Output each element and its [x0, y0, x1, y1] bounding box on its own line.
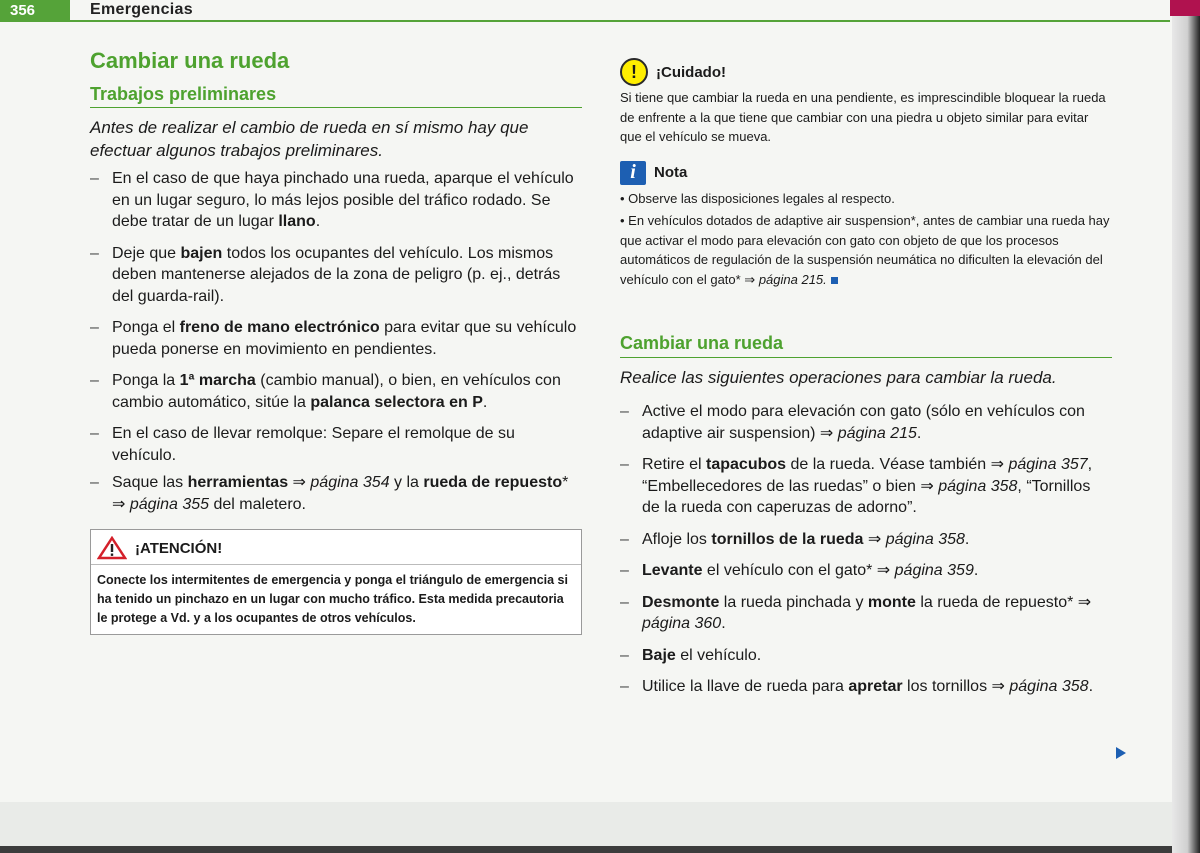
footer-band: [0, 802, 1172, 846]
step-item: – En el caso de que haya pinchado una rueda, aparque el vehículo en un lugar seguro, lo más lejos posible del tráfico rodado. Se debe tratar de un lugar llano.: [90, 168, 582, 233]
page-reference-link[interactable]: página 215: [837, 424, 917, 442]
step-item: – Ponga la 1ª marcha (cambio manual), o bien, en vehículos con cambio automático, sitúe la palanca selectora en P.: [90, 370, 582, 413]
caution-header: [620, 58, 1112, 86]
step-item: – Baje el vehículo.: [620, 645, 1112, 667]
page-edge-shadow: [1172, 0, 1200, 853]
step-item: – Retire el tapacubos de la rueda. Véase también ⇒ página 357, “Embellecedores de las ruedas” o bien ⇒ página 358, “Tornillos de la rueda con caperuzas de adorno”.: [620, 454, 1112, 519]
next-page-arrow-icon[interactable]: [1116, 747, 1126, 759]
note-header: [620, 161, 1112, 185]
page-reference-link[interactable]: página 358: [938, 477, 1018, 495]
page-reference-link[interactable]: página 354: [310, 474, 390, 491]
note-bullet: • Observe las disposiciones legales al respecto.: [620, 190, 895, 206]
step-item: – Afloje los tornillos de la rueda ⇒ página 358.: [620, 529, 1112, 551]
caution-exclamation-icon: !: [620, 58, 648, 86]
warning-triangle-icon: [97, 536, 127, 560]
step-item: – Deje que bajen todos los ocupantes del vehículo. Los mismos deben mantenerse alejados de la zona de peligro (p. ej., detrás del guarda-rail).: [90, 243, 582, 308]
step-item: – Saque las herramientas ⇒ página 354 y la rueda de repuesto* ⇒ página 355 del maletero.: [90, 472, 582, 515]
page-title: Cambiar una rueda: [90, 48, 290, 73]
right-column: [620, 58, 1112, 708]
warning-text: Conecte los intermitentes de emergencia y ponga el triángulo de emergencia si ha tenido un pinchazo en un lugar con mucho tráfico. Esta medida precautoria le protege a Vd. y a los ocupantes de otros vehículos.: [91, 564, 581, 634]
corner-tab: [1170, 0, 1200, 16]
step-item: – Levante el vehículo con el gato* ⇒ página 359.: [620, 560, 1112, 582]
note-bullet: • En vehículos dotados de adaptive air suspension*, antes de cambiar una rueda hay que activar el modo para elevación con gato con objeto de que los procesos automáticos de regulación de la suspensión neumática no dificulten la elevación del vehículo con el gato* ⇒ página 215.: [620, 213, 1110, 287]
intro-text: Realice las siguientes operaciones para cambiar la rueda.: [620, 368, 1057, 387]
page-reference-link[interactable]: página 359: [894, 562, 974, 579]
warning-title: ¡ATENCIÓN!: [135, 539, 223, 557]
page-reference-link[interactable]: página 357: [1008, 456, 1088, 473]
step-item: – Desmonte la rueda pinchada y monte la rueda de repuesto* ⇒ página 360.: [620, 592, 1112, 635]
subsection-title: Cambiar una rueda: [620, 333, 1112, 358]
info-note-icon: i: [620, 161, 646, 185]
step-item: – Ponga el freno de mano electrónico para evitar que su vehículo pueda ponerse en movimiento en pendientes.: [90, 317, 582, 360]
left-column: [90, 48, 582, 635]
subsection-title: Trabajos preliminares: [90, 84, 582, 108]
page-reference-link[interactable]: página 360: [642, 615, 722, 632]
page-reference-link[interactable]: página 358: [885, 530, 965, 548]
caution-text: Si tiene que cambiar la rueda en una pendiente, es imprescindible bloquear la rueda de enfrente a la que tiene que cambiar con una piedra u objeto similar para evitar que el vehículo se mueva.: [620, 90, 1106, 144]
warning-box: [90, 529, 582, 635]
page-reference-link[interactable]: página 358: [1009, 678, 1089, 695]
header-rule: [0, 20, 1170, 22]
step-item: – Active el modo para elevación con gato (sólo en vehículos con adaptive air suspension) ⇒ página 215.: [620, 401, 1112, 444]
page-reference-link[interactable]: página 215.: [758, 271, 827, 287]
caution-title: ¡Cuidado!: [656, 63, 726, 81]
note-title: Nota: [654, 164, 688, 181]
intro-text: Antes de realizar el cambio de rueda en sí mismo hay que efectuar algunos trabajos preliminares.: [90, 118, 529, 160]
step-item: – En el caso de llevar remolque: Separe el remolque de su vehículo.: [90, 423, 582, 466]
footer-rule: [0, 846, 1172, 853]
end-square-icon: [831, 277, 838, 284]
page-number: 356: [0, 0, 70, 21]
page-reference-link[interactable]: página 355: [129, 495, 210, 513]
step-item: – Utilice la llave de rueda para apretar los tornillos ⇒ página 358.: [620, 676, 1112, 698]
section-title: Emergencias: [90, 1, 193, 18]
